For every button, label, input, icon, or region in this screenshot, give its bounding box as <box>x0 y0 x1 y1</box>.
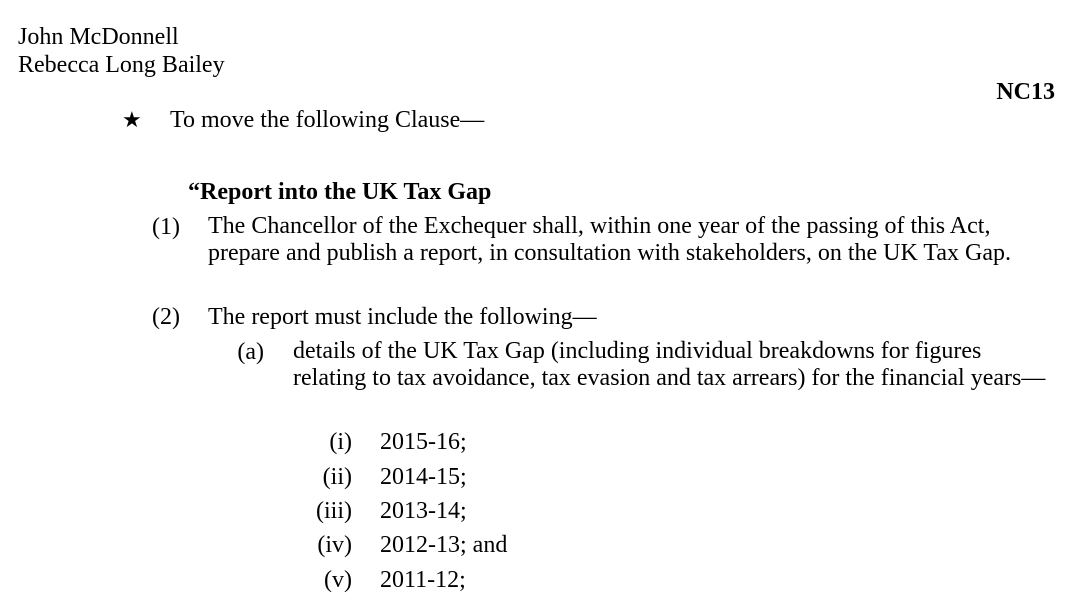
sponsor-name: Rebecca Long Bailey <box>18 52 225 78</box>
subparagraph-text: 2014-15; <box>380 464 467 490</box>
clause-title: “Report into the UK Tax Gap <box>188 179 492 205</box>
subparagraph-text: 2015-16; <box>380 429 467 455</box>
subparagraph-text: 2011-12; <box>380 567 466 593</box>
subparagraph-number: (i) <box>329 429 352 455</box>
subsection-number: (1) <box>152 214 180 240</box>
paragraph-number: (a) <box>237 339 264 365</box>
paragraph-text: details of the UK Tax Gap (including individual breakdowns for figures relating to tax avoidance, tax evasion and tax arrears) for the financial years— <box>293 338 1046 391</box>
motion-instruction: To move the following Clause— <box>170 107 485 133</box>
sponsor-name: John McDonnell <box>18 24 179 50</box>
subparagraph-text: 2013-14; <box>380 498 467 524</box>
subsection-text: The Chancellor of the Exchequer shall, within one year of the passing of this Act, prepare and publish a report, in consultation with stakeholders, on the UK Tax Gap. <box>208 213 1012 266</box>
subsection-number: (2) <box>152 304 180 330</box>
star-icon: ★ <box>122 107 142 132</box>
subsection-text: The report must include the following— <box>208 304 597 330</box>
clause-number: NC13 <box>996 79 1055 105</box>
subparagraph-number: (iii) <box>316 498 352 524</box>
subparagraph-number: (v) <box>324 567 352 593</box>
subparagraph-number: (iv) <box>317 532 352 558</box>
subparagraph-number: (ii) <box>322 464 352 490</box>
subparagraph-text: 2012-13; and <box>380 532 508 558</box>
